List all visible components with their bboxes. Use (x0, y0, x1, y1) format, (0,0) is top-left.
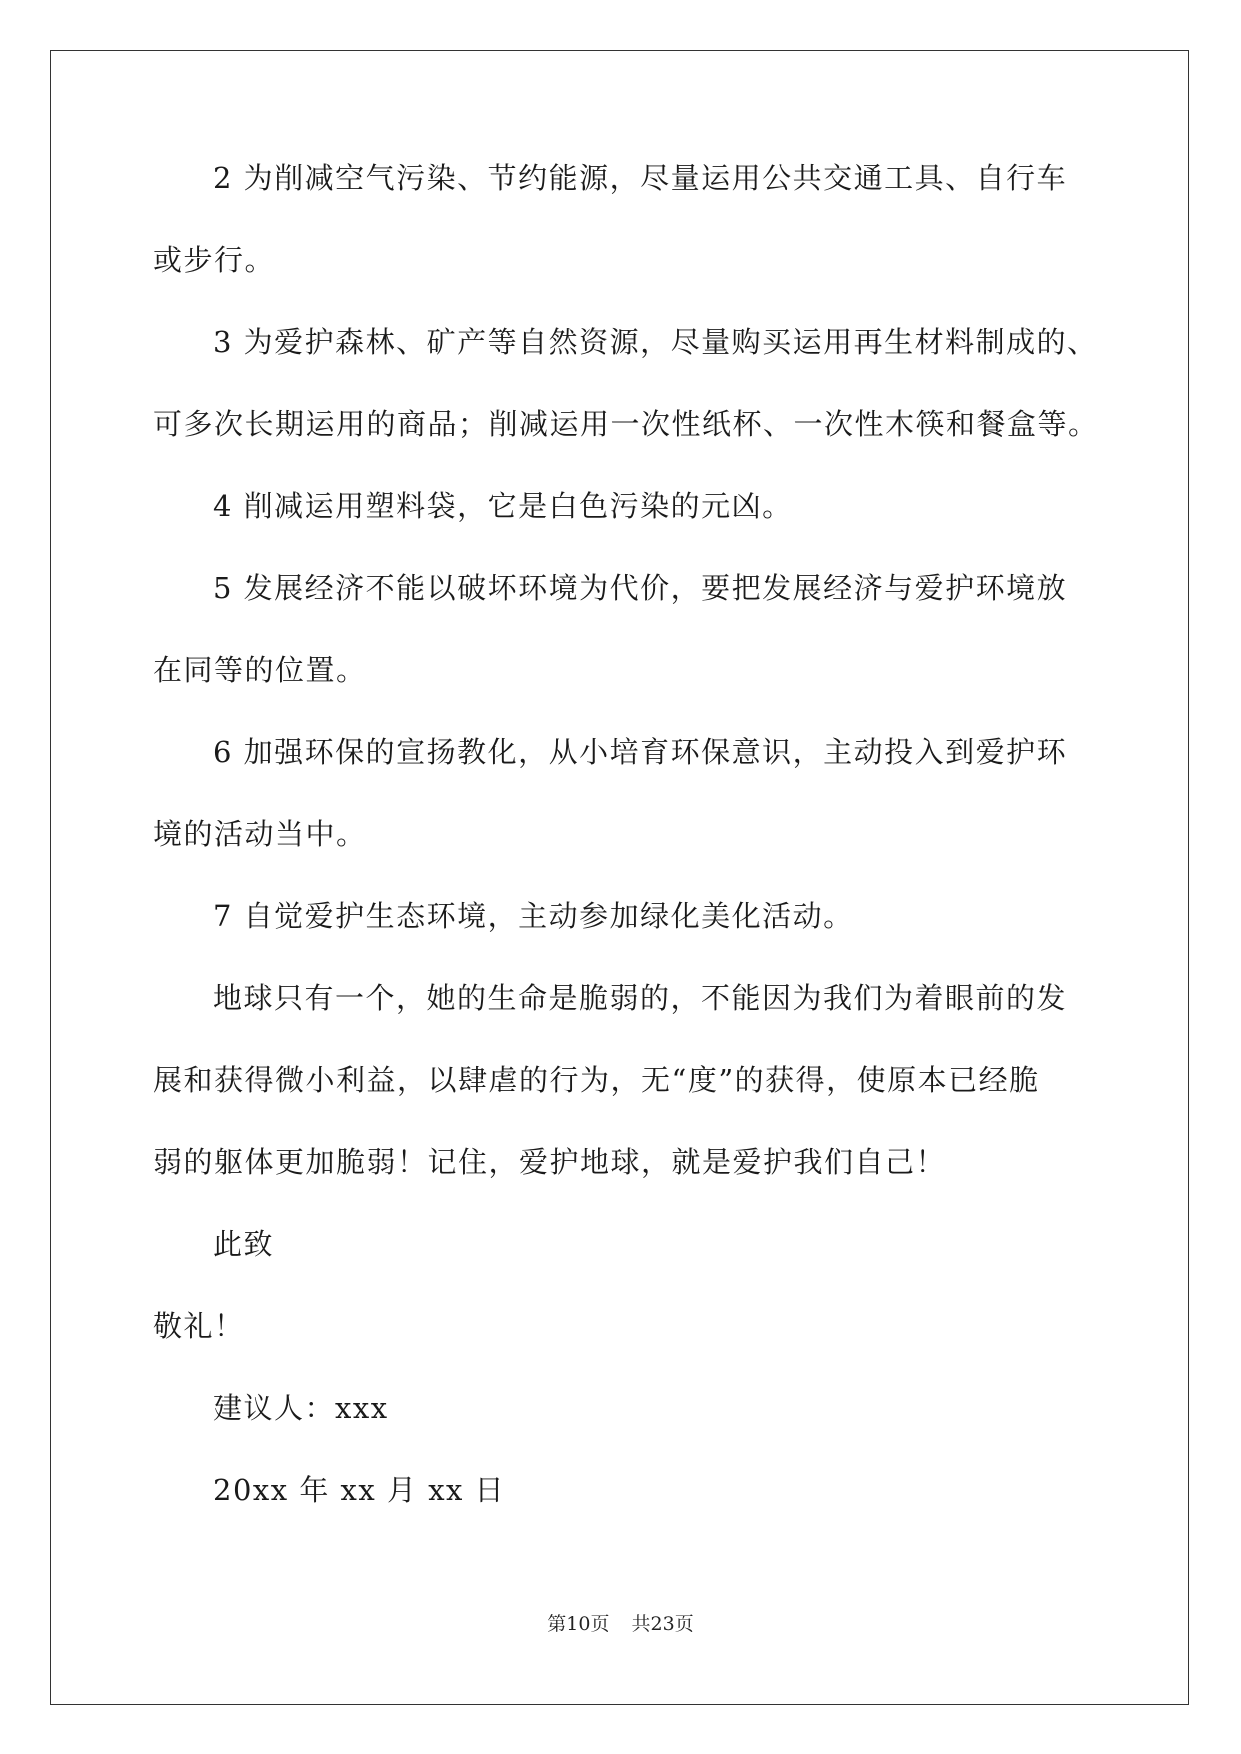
page-footer (0, 1612, 1241, 1636)
paragraph-line: 或步行。 (153, 243, 276, 277)
paragraph-line: 4 削减运用塑料袋，它是白色污染的元凶。 (213, 489, 793, 523)
paragraph-line: 2 为削减空气污染、节约能源，尽量运用公共交通工具、自行车 (213, 161, 1068, 195)
page-frame (50, 50, 1189, 1705)
paragraph-line: 6 加强环保的宣扬教化，从小培育环保意识，主动投入到爱护环 (213, 735, 1068, 769)
current-page-number: 第10页 (547, 1613, 610, 1635)
paragraph-line: 5 发展经济不能以破坏环境为代价，要把发展经济与爱护环境放 (213, 571, 1068, 605)
paragraph-line: 地球只有一个，她的生命是脆弱的，不能因为我们为着眼前的发 (213, 981, 1068, 1015)
closing-line: 此致 (213, 1227, 275, 1261)
paragraph-line: 3 为爱护森林、矿产等自然资源，尽量购买运用再生材料制成的、 (213, 325, 1098, 359)
signature-line: 建议人：xxx (213, 1391, 389, 1425)
paragraph-line: 境的活动当中。 (153, 817, 367, 851)
paragraph-line: 在同等的位置。 (153, 653, 367, 687)
date-line: 20xx 年 xx 月 xx 日 (213, 1473, 506, 1507)
paragraph-line: 可多次长期运用的商品；削减运用一次性纸杯、一次性木筷和餐盒等。 (153, 407, 1099, 441)
salutation-line: 敬礼！ (153, 1309, 245, 1343)
paragraph-line: 展和获得微小利益，以肆虐的行为，无“度”的获得，使原本已经脆 (153, 1063, 1040, 1097)
paragraph-line: 7 自觉爱护生态环境，主动参加绿化美化活动。 (213, 899, 854, 933)
total-page-count: 共23页 (631, 1613, 694, 1635)
paragraph-line: 弱的躯体更加脆弱！记住，爱护地球，就是爱护我们自己！ (153, 1145, 947, 1179)
